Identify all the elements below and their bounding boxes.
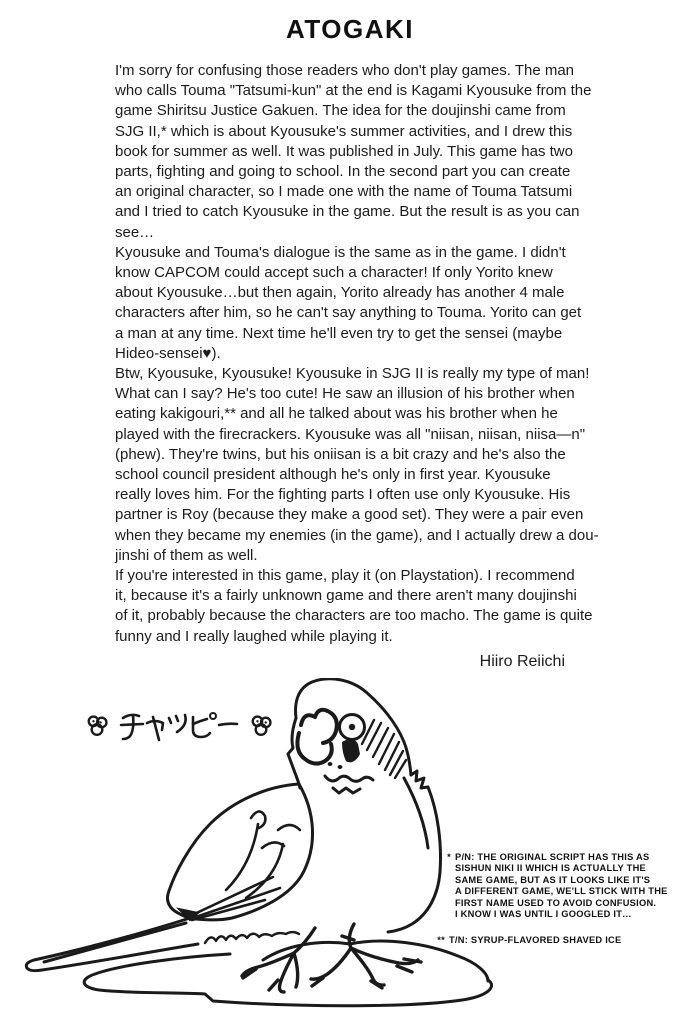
- text-line: SJG II,* which is about Kyousuke's summer activities, and I drew this: [115, 122, 573, 140]
- text-line: partner is Roy (because they make a good set). They were a pair even: [115, 506, 584, 524]
- text-line: book for summer as well. It was published in July. This game has two: [115, 142, 573, 160]
- text-line: of it, probably because the characters are too macho. The game is quite: [115, 607, 593, 625]
- footnote-marker: *: [447, 852, 451, 862]
- footnote-line: FIRST NAME USED TO AVOID CONFUSION.: [455, 897, 657, 908]
- footnote-tn: [432, 935, 621, 946]
- text-line: (phew). They're twins, but his oniisan is a bit crazy and he's also the: [115, 445, 566, 463]
- budgie-illustration: [0, 678, 520, 1017]
- text-line: What can I say? He's too cute! He saw an illusion of his brother when: [115, 385, 575, 403]
- text-line: know CAPCOM could accept such a character! If only Yorito knew: [115, 264, 553, 282]
- footnote-pn: [438, 852, 668, 920]
- text-line: parts, fighting and going to school. In the second part you can create: [115, 163, 571, 181]
- footnote-line: I KNOW I WAS UNTIL I GOOGLED IT…: [455, 909, 632, 920]
- text-line: Btw, Kyousuke, Kyousuke! Kyousuke in SJG II is really my type of man!: [115, 365, 590, 383]
- footnote-marker: **: [437, 935, 445, 945]
- text-line: game Shiritsu Justice Gakuen. The idea for the doujinshi came from: [115, 102, 566, 120]
- afterword-text: [115, 61, 660, 647]
- text-line: If you're interested in this game, play it (on Playstation). I recommend: [115, 567, 575, 585]
- text-line: about Kyousuke…but then again, Yorito already has another 4 male: [115, 284, 565, 302]
- footnote-line: A DIFFERENT GAME, WE'LL STICK WITH THE: [455, 886, 668, 897]
- text-line: see…: [115, 223, 155, 241]
- text-line: jinshi of them as well.: [115, 546, 258, 564]
- text-line: Kyousuke and Touma's dialogue is the same as in the game. I didn't: [115, 243, 566, 261]
- text-line: played with the firecrackers. Kyousuke was all "niisan, niisan, niisa—n": [115, 425, 586, 443]
- text-line: I'm sorry for confusing those readers who don't play games. The man: [115, 62, 575, 79]
- footnote-line: SAME GAME, BUT AS IT LOOKS LIKE IT'S: [455, 874, 651, 885]
- text-line: a man at any time. Next time he'll even try to get the sensei (maybe: [115, 324, 563, 342]
- text-line: eating kakigouri,** and all he talked about was his brother when he: [115, 405, 558, 423]
- text-line: really loves him. For the fighting parts I often use only Kyousuke. His: [115, 486, 571, 504]
- text-line: characters after him, so he can't say anything to Touma. Yorito can get: [115, 304, 582, 322]
- text-line: school council president although he's only in first year. Kyousuke: [115, 466, 551, 484]
- footnote-line: P/N: THE ORIGINAL SCRIPT HAS THIS AS: [455, 852, 650, 862]
- text-line: funny and I really laughed while playing it.: [115, 627, 393, 645]
- text-line: who calls Touma "Tatsumi-kun" at the end is Kagami Kyousuke from the: [115, 82, 592, 100]
- text-line: when they became my enemies (in the game), and I actually drew a dou-: [115, 526, 599, 544]
- text-line: it, because it's a fairly unknown game and there aren't many doujinshi: [115, 587, 577, 605]
- author-signature: Hiiro Reiichi: [479, 653, 565, 670]
- text-line: and I tried to catch Kyousuke in the game. But the result is as you can: [115, 203, 580, 221]
- footnote-line: SISHUN NIKI II WHICH IS ACTUALLY THE: [455, 863, 646, 874]
- footnote-line: T/N: SYRUP-FLAVORED SHAVED ICE: [449, 935, 622, 945]
- text-line: Hideo-sensei♥).: [115, 344, 221, 362]
- page-title: ATOGAKI: [286, 14, 414, 44]
- text-line: an original character, so I made one with the name of Touma Tatsumi: [115, 183, 573, 201]
